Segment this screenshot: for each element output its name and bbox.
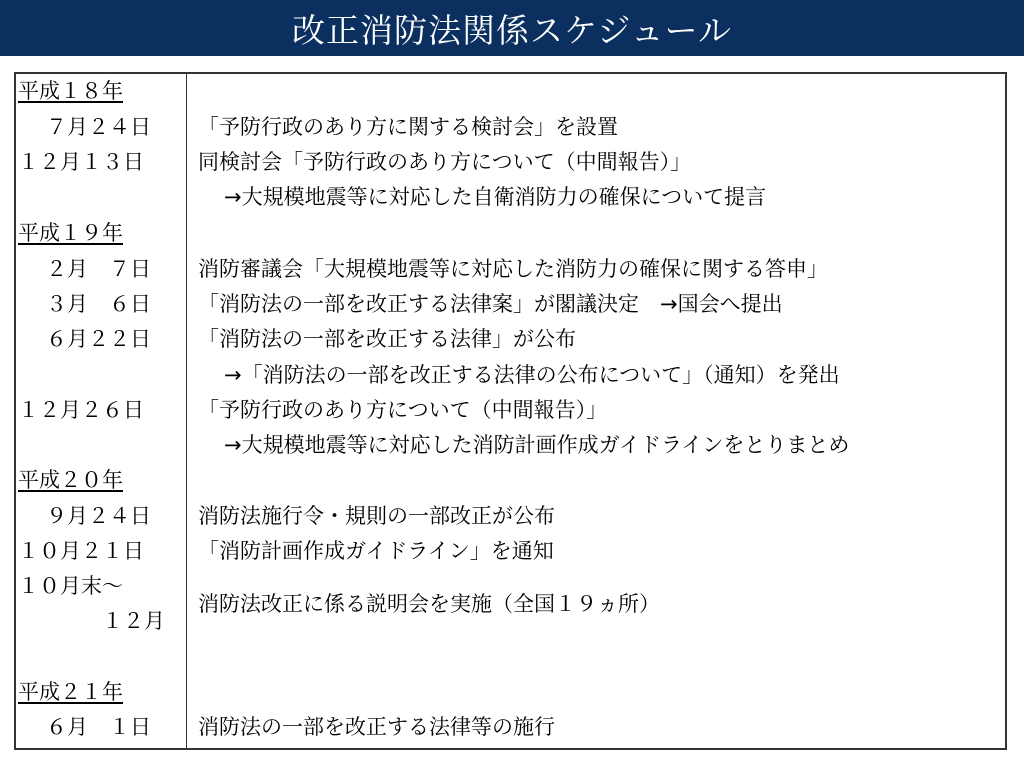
event-cell: →大規模地震等に対応した自衛消防力の確保について提言 [224,185,767,209]
event-cell: 「予防行政のあり方について（中間報告）」 [198,398,608,422]
event-cell: 「消防法の一部を改正する法律」が公布 [198,327,576,351]
date-cell: ３月 ６日 [46,292,151,316]
date-cell: ９月２４日 [46,504,151,528]
page-title: 改正消防法関係スケジュール [291,10,733,50]
date-cell: １０月２１日 [18,539,144,563]
date-cell: １２月 [102,609,165,633]
event-cell: →大規模地震等に対応した消防計画作成ガイドラインをとりまとめ [224,433,850,457]
event-cell: 消防法施行令・規則の一部改正が公布 [198,504,555,528]
date-cell: ２月 ７日 [46,257,151,281]
title-bar [0,0,1024,56]
date-cell: １０月末～ [18,574,123,598]
schedule-table [14,72,1007,750]
date-cell: ７月２４日 [46,115,151,139]
event-cell: 消防法の一部を改正する法律等の施行 [198,715,555,739]
year-heading: 平成１９年 [18,221,123,245]
event-cell: 同検討会「予防行政のあり方について（中間報告）」 [198,150,692,174]
event-cell: 「消防計画作成ガイドライン」を通知 [198,539,554,563]
year-heading: 平成２１年 [18,680,123,704]
date-cell: １２月１３日 [18,150,144,174]
event-cell: 消防審議会「大規模地震等に対応した消防力の確保に関する答申」 [198,257,828,281]
date-cell: ６月２２日 [46,327,151,351]
date-cell: １２月２６日 [18,398,144,422]
event-cell: →「消防法の一部を改正する法律の公布について」（通知）を発出 [224,363,840,387]
year-heading: 平成１８年 [18,79,123,103]
event-cell: 消防法改正に係る説明会を実施（全国１９ヵ所） [198,592,660,616]
event-cell: 「消防法の一部を改正する法律案」が閣議決定 →国会へ提出 [198,292,783,316]
year-heading: 平成２０年 [18,468,123,492]
event-cell: 「予防行政のあり方に関する検討会」を設置 [198,115,618,139]
date-cell: ６月 １日 [46,715,151,739]
column-divider [186,74,187,748]
